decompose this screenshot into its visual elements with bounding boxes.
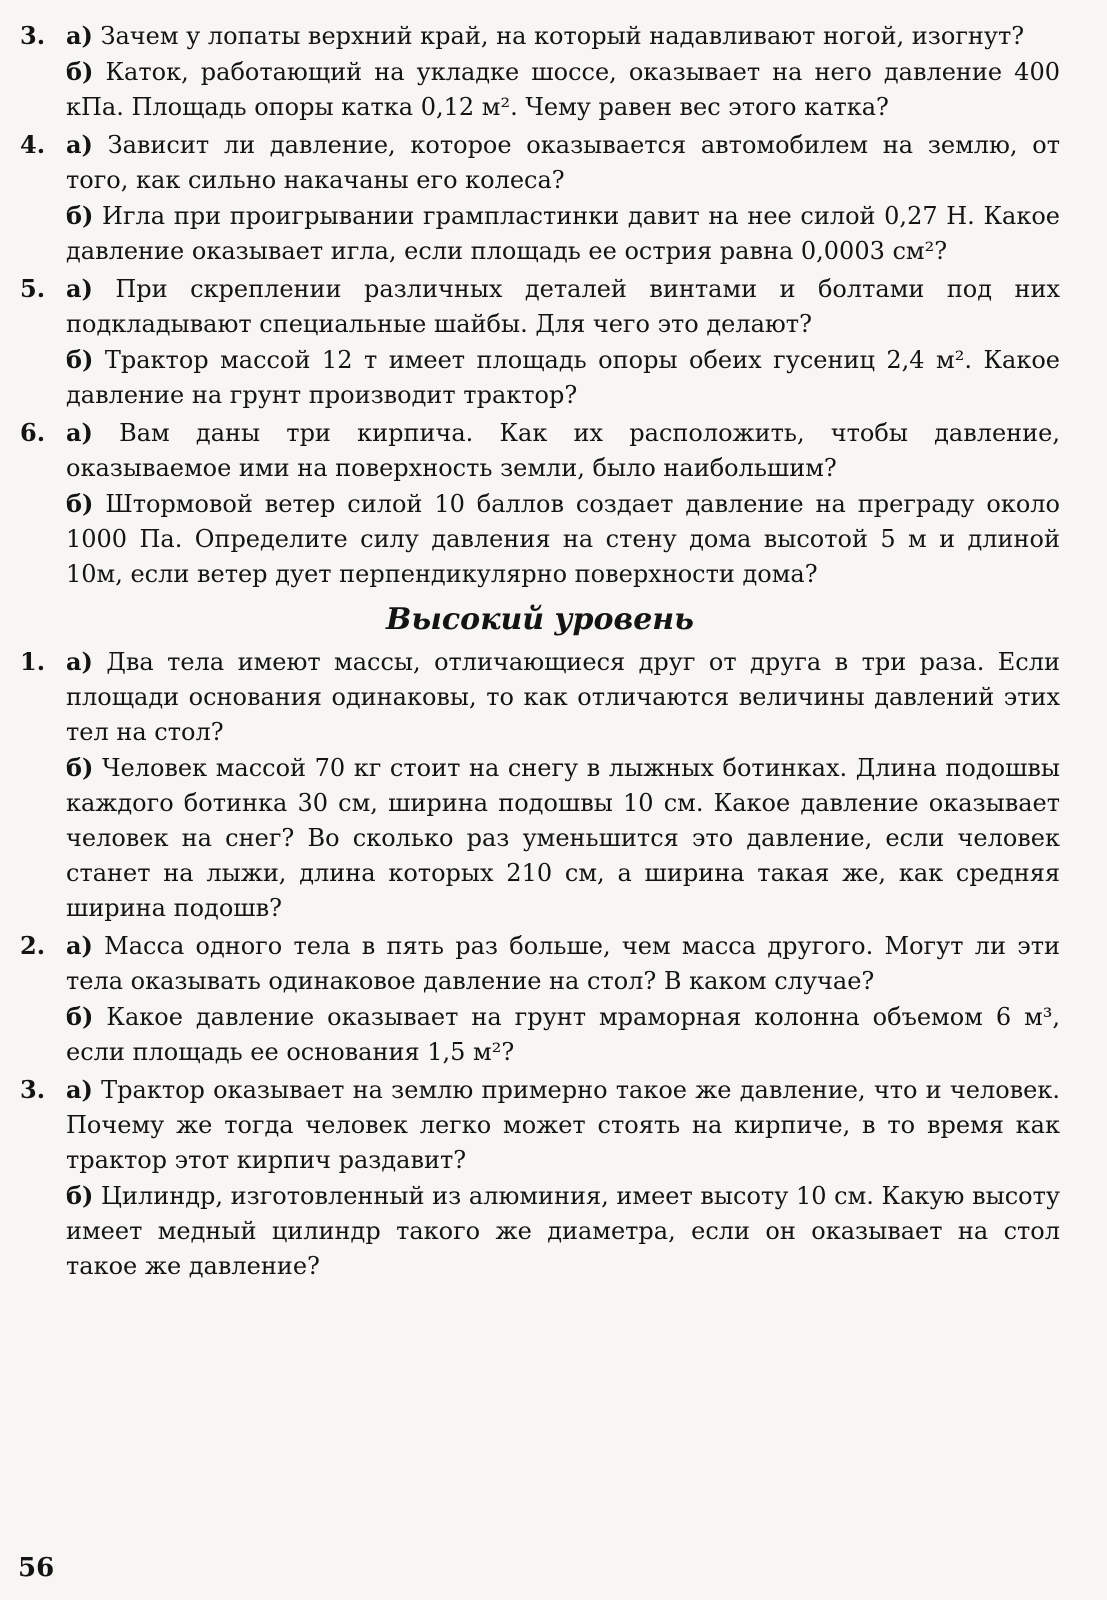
problem-number: 3. bbox=[20, 21, 46, 50]
part-text: Трактор оказывает на землю примерно такое же давление, что и человек. Почему же тогда человек легко может стоять на кирпиче, в то время как трактор этот кирпич раздавит? bbox=[66, 1076, 1060, 1174]
part-text: Трактор массой 12 т имеет площадь опоры обеих гусениц 2,4 м². Какое давление на грунт производит трактор? bbox=[66, 346, 1060, 409]
part-label: б) bbox=[66, 1002, 94, 1031]
high-problem-3 bbox=[20, 1072, 1060, 1284]
part-a bbox=[66, 18, 1060, 54]
part-label: а) bbox=[66, 931, 93, 960]
page-number: 56 bbox=[18, 1553, 55, 1583]
part-a bbox=[66, 644, 1060, 750]
part-text: При скреплении различных деталей винтами и болтами под них подкладывают специальные шайбы. Для чего это делают? bbox=[66, 275, 1061, 338]
part-label: а) bbox=[66, 1075, 93, 1104]
part-a bbox=[66, 415, 1060, 486]
part-text: Каток, работающий на укладке шоссе, оказывает на него давление 400 кПа. Площадь опоры катка 0,12 м². Чему равен вес этого катка? bbox=[66, 58, 1060, 121]
problem-number: 2. bbox=[20, 931, 46, 960]
high-problem-2 bbox=[20, 928, 1060, 1070]
part-text: Два тела имеют массы, отличающиеся друг от друга в три раза. Если площади основания одинаковы, то как отличаются величины давлений этих тел на стол? bbox=[66, 648, 1060, 746]
problem-number: 4. bbox=[20, 130, 46, 159]
part-text: Какое давление оказывает на грунт мраморная колонна объемом 6 м³, если площадь ее основания 1,5 м²? bbox=[66, 1003, 1060, 1066]
part-b bbox=[66, 54, 1060, 125]
part-text: Зависит ли давление, которое оказывается автомобилем на землю, от того, как сильно накачаны его колеса? bbox=[66, 131, 1061, 194]
problem-number: 3. bbox=[20, 1075, 46, 1104]
part-label: а) bbox=[66, 21, 93, 50]
problem-5 bbox=[20, 271, 1060, 413]
part-a bbox=[66, 271, 1060, 342]
part-label: б) bbox=[66, 753, 94, 782]
part-label: б) bbox=[66, 345, 94, 374]
part-label: а) bbox=[66, 274, 93, 303]
part-text: Вам даны три кирпича. Как их расположить, чтобы давление, оказываемое ими на поверхность земли, было наибольшим? bbox=[66, 419, 1060, 482]
problem-number: 1. bbox=[20, 647, 46, 676]
part-label: б) bbox=[66, 1181, 94, 1210]
problem-number: 6. bbox=[20, 418, 46, 447]
part-text: Масса одного тела в пять раз больше, чем масса другого. Могут ли эти тела оказывать одинаковое давление на стол? В каком случае? bbox=[66, 932, 1060, 995]
problem-6 bbox=[20, 415, 1060, 592]
part-a bbox=[66, 127, 1060, 198]
part-a bbox=[66, 928, 1060, 999]
problem-4 bbox=[20, 127, 1060, 269]
section-heading: Высокий уровень bbox=[386, 602, 694, 637]
part-text: Штормовой ветер силой 10 баллов создает давление на преграду около 1000 Па. Определите силу давления на стену дома высотой 5 м и длиной 10м, если ветер дует перпендикулярно поверхности дома? bbox=[66, 490, 1060, 588]
part-label: а) bbox=[66, 130, 93, 159]
part-label: б) bbox=[66, 489, 94, 518]
high-problem-1 bbox=[20, 644, 1060, 926]
part-text: Человек массой 70 кг стоит на снегу в лыжных ботинках. Длина подошвы каждого ботинка 30 см, ширина подошвы 10 см. Какое давление оказывает человек на снег? Во сколько раз уменьшится это давление, если человек станет на лыжи, длина которых 210 см, а ширина такая же, как средняя ширина подошв? bbox=[66, 754, 1060, 922]
problem-number: 5. bbox=[20, 274, 46, 303]
part-b bbox=[66, 1178, 1060, 1284]
part-label: б) bbox=[66, 57, 94, 86]
part-text: Цилиндр, изготовленный из алюминия, имеет высоту 10 см. Какую высоту имеет медный цилиндр такого же диаметра, если он оказывает на стол такое же давление? bbox=[66, 1182, 1060, 1280]
part-b bbox=[66, 342, 1060, 413]
part-text: Игла при проигрывании грампластинки давит на нее силой 0,27 Н. Какое давление оказывает игла, если площадь ее острия равна 0,0003 см²? bbox=[66, 202, 1060, 265]
part-label: а) bbox=[66, 647, 93, 676]
part-b bbox=[66, 198, 1060, 269]
part-b bbox=[66, 750, 1060, 926]
part-label: б) bbox=[66, 201, 94, 230]
part-text: Зачем у лопаты верхний край, на который надавливают ногой, изогнут? bbox=[100, 22, 1025, 50]
part-a bbox=[66, 1072, 1060, 1178]
part-label: а) bbox=[66, 418, 93, 447]
part-b bbox=[66, 999, 1060, 1070]
part-b bbox=[66, 486, 1060, 592]
textbook-page bbox=[20, 18, 1060, 1286]
problem-3 bbox=[20, 18, 1060, 125]
